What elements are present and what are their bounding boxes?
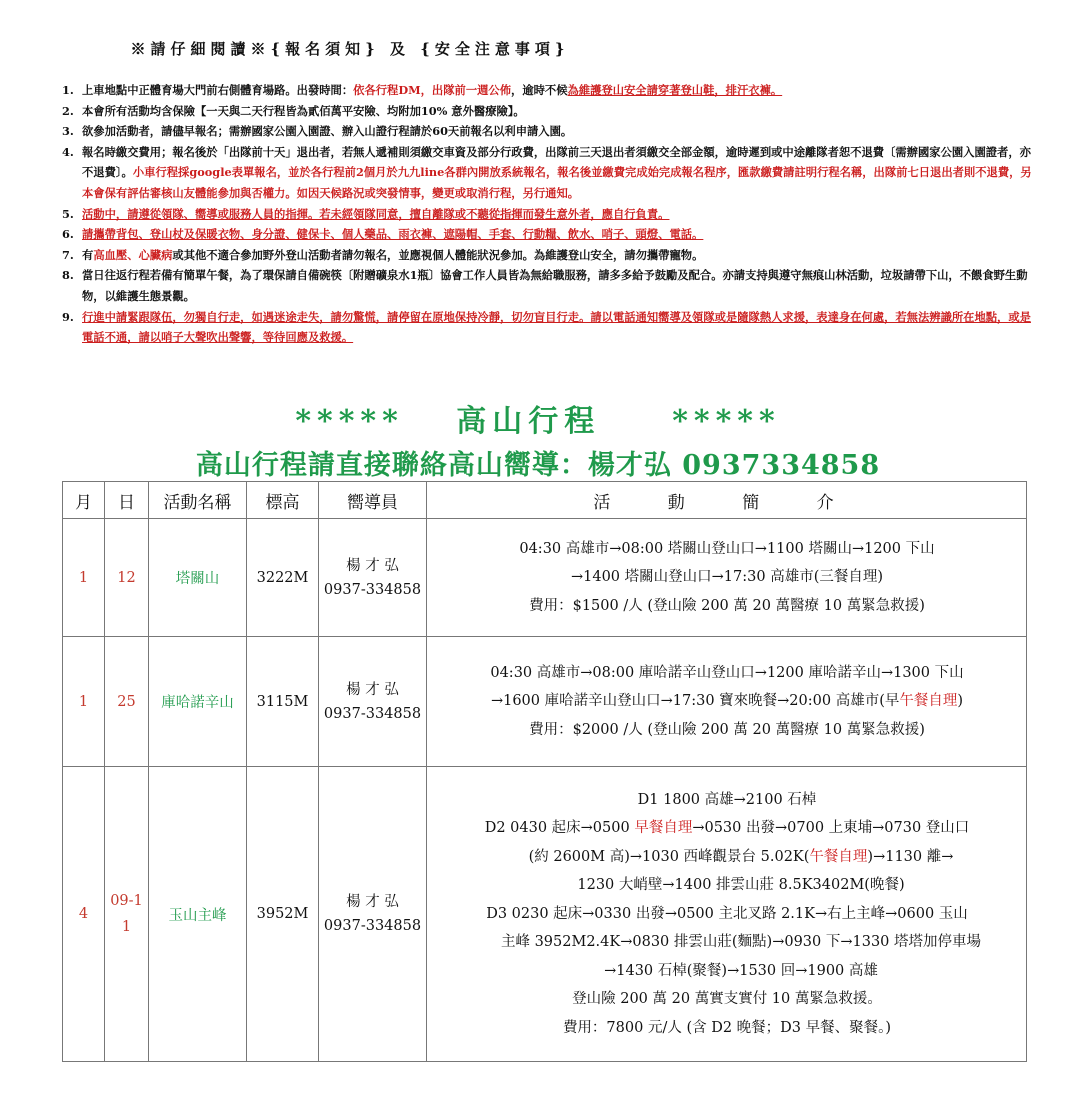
col-month-header: 月 [63,482,105,519]
guide-name: 楊 才 弘 [346,557,399,574]
rule-number: 9. [62,309,74,324]
guide-name: 楊 才 弘 [346,681,399,698]
guide-phone: 0937-334858 [323,705,422,722]
description-line: 費用：$2000 /人 (登山險 200 萬 20 萬醫療 10 萬緊急救援) [529,721,925,738]
rule-text: 本會所有活動均含保險【一天與二天行程皆為貳佰萬平安險、均附加10% 意外醫療險】。 [82,103,525,118]
rule-text-red: 行進中請緊跟隊伍，勿獨自行走，如遇迷途走失，請勿驚慌，請停留在原地保持冷靜，切勿盲目行走。請以電話通知嚮導及領隊或是隨隊熱人求援，表達身在何處，若無法辨識所在地點，或是電話不通，請以哨子大聲吹出聲響，等待回應及救援。 [82,309,1031,345]
table-row [63,637,1027,767]
activity-description-cell [427,767,1027,1062]
guide-contact: 高山行程請直接聯絡高山嚮導：楊才弘 0937334858 [195,450,881,481]
description-line: 主峰 3952M2.4K→0830 排雲山莊(麵點)→0930 下→1330 塔塔加停車場 [500,934,982,951]
col-elevation-header: 標高 [247,482,319,519]
description-line: 費用：7800 元/人 (含 D2 晚餐；D3 早餐、聚餐。) [562,1019,892,1036]
rule-6 [62,224,1032,245]
description-line: 登山險 200 萬 20 萬實支實付 10 萬緊急救援。 [572,991,882,1008]
rule-text-red: 為維護登山安全請穿著登山鞋，排汗衣褲。 [567,83,783,97]
trip-table [62,481,1027,1062]
rule-number: 7. [62,247,74,262]
rule-number: 3. [62,124,74,139]
rule-text: 當日往返行程若備有簡單午餐，為了環保請自備碗筷〔附贈礦泉水1瓶〕協會工作人員皆為無給職服務，請多多給予鼓勵及配合。亦請支持與遵守無痕山林活動，垃圾請帶下山，不餵食野生動物，以維護生態景觀。 [82,268,1028,303]
rules-list [62,80,1032,348]
description-line: →1430 石棹(聚餐)→1530 回→1900 高雄 [604,962,878,979]
rule-text-red: 活動中，請遵從領隊、嚮導或服務人員的指揮。若未經領隊同意，擅自離隊或不聽從指揮而發生意外者，應自行負責。 [82,206,670,221]
elevation-cell: 3115M [247,637,319,767]
rule-number: 6. [62,227,74,242]
rule-7 [62,245,1032,266]
section-title: ***** 高山行程 ***** [295,404,781,439]
rule-text: ，逾時不候 [511,83,568,97]
description-line: D1 1800 高雄→2100 石棹 [637,791,817,808]
rule-3 [62,121,1032,142]
rule-4 [62,142,1032,204]
rule-number: 5. [62,206,74,221]
col-activity-header: 活動名稱 [149,482,247,519]
activity-name-cell: 塔關山 [149,519,247,637]
rule-2 [62,101,1032,122]
rule-5 [62,204,1032,225]
col-description-header: 活 動 簡 介 [427,482,1027,519]
rule-text: 欲參加活動者，請儘早報名；需辦國家公園入園證、辦入山證行程請於60天前報名以利申請入園。 [82,124,573,139]
month-cell: 1 [63,637,105,767]
description-line: D2 0430 起床→0500 早餐自理→0530 出發→0700 上東埔→0730 登山口 [484,820,970,837]
elevation-cell: 3952M [247,767,319,1062]
activity-description-cell [427,519,1027,637]
rule-text: 或其他不適合參加野外登山活動者請勿報名，並應視個人體能狀況參加。為維護登山安全，請勿攜帶寵物。 [172,247,704,262]
description-line: 費用：$1500 /人 (登山險 200 萬 20 萬醫療 10 萬緊急救援) [529,597,925,614]
description-line: 04:30 高雄市→08:00 庫哈諾辛山登山口→1200 庫哈諾辛山→1300 下山 [490,664,964,681]
guide-cell [319,767,427,1062]
month-cell: 1 [63,519,105,637]
col-day-header: 日 [105,482,149,519]
month-cell: 4 [63,767,105,1062]
rule-1 [62,80,1032,101]
rule-8 [62,265,1032,306]
description-line: (約 2600M 高)→1030 西峰觀景台 5.02K(午餐自理)→1130 離→ [528,848,954,865]
notice-title: ※請仔細閱讀※{報名須知} 及 {安全注意事項} [130,40,570,58]
rule-text: 上車地點中正體育場大門前右側體育場路。出發時間： [82,83,354,97]
rule-text-red: 高血壓、心臟病 [93,247,173,262]
rule-text-red: 請攜帶背包、登山杖及保暖衣物、身分證、健保卡、個人藥品、雨衣褲、遮陽帽、手套、行動糧、飲水、哨子、頭燈、電話。 [82,227,704,242]
day-cell: 25 [105,637,149,767]
guide-cell [319,637,427,767]
guide-phone: 0937-334858 [323,918,422,934]
rule-9 [62,307,1032,348]
day-cell: 12 [105,519,149,637]
description-line: →1400 塔關山登山口→17:30 高雄市(三餐自理) [570,569,884,586]
activity-description-cell [427,637,1027,767]
rule-text-red: 小車行程採google表單報名，並於各行程前2個月於九九line各群內開放系統報名，報名後並繳費完成始完成報名程序，匯款繳費請註明行程名稱，出隊前七日退出者則不退費，另本會保有評估審核山友體能參加與否權力。如因天候路況或突發情事，變更或取消行程，另行通知。 [82,165,1032,200]
description-line: 04:30 高雄市→08:00 塔關山登山口→1100 塔關山→1200 下山 [519,540,935,557]
elevation-cell: 3222M [247,519,319,637]
guide-phone: 0937-334858 [323,581,422,598]
rule-number: 8. [62,268,74,283]
rule-number: 4. [62,144,74,159]
guide-name: 楊 才 弘 [346,894,399,910]
description-line: →1600 庫哈諾辛山登山口→17:30 寶來晚餐→20:00 高雄市(早午餐自理) [490,693,964,710]
description-line: D3 0230 起床→0330 出發→0500 主北叉路 2.1K→右上主峰→0600 玉山 [486,905,968,922]
day-cell: 09-11 [105,767,149,1062]
rule-number: 1. [62,83,74,97]
rule-text: 報名時繳交費用；報名後於「出隊前十天」退出者，若無人遞補則須繳交車資及部分行政費，出隊前三天退出者須繳交全部金額，逾時遲到或中途離隊者恕不退費〔需辦國家公園入園證者，亦不退費〕。 [82,144,1031,180]
rule-number: 2. [62,103,74,118]
col-guide-header: 嚮導員 [319,482,427,519]
rule-text: 有 [82,247,94,262]
table-row [63,519,1027,637]
guide-cell [319,519,427,637]
table-row [63,767,1027,1062]
table-header-row [63,482,1027,519]
description-line: 1230 大峭壁→1400 排雲山莊 8.5K3402M(晚餐) [577,877,905,894]
activity-name-cell: 玉山主峰 [149,767,247,1062]
rule-text-red: 依各行程DM，出隊前一週公佈 [353,83,512,97]
activity-name-cell: 庫哈諾辛山 [149,637,247,767]
